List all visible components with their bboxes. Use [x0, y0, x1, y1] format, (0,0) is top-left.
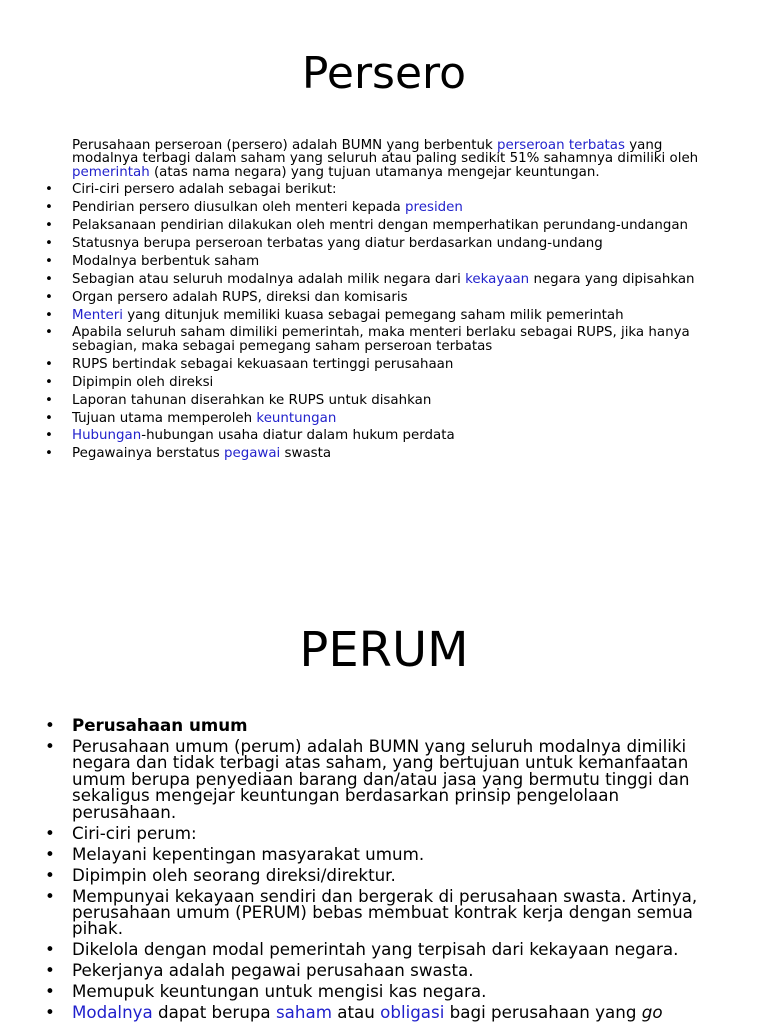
- item-text: Dipimpin oleh direksi: [72, 374, 214, 390]
- item-text: Pegawainya berstatus: [72, 446, 224, 462]
- item-link[interactable]: pegawai: [223, 446, 281, 462]
- link-pemerintah[interactable]: pemerintah: [72, 164, 150, 180]
- slide-title: PERUM: [299, 622, 469, 678]
- list-item: [44, 717, 724, 733]
- list-item: [44, 981, 724, 1002]
- slide-perum: [0, 576, 768, 1024]
- item-text: Statusnya berupa perseroan terbatas yang diatur berdasarkan undang-undang: [72, 235, 603, 251]
- item-text: Mempunyai kekayaan sendiri dan bergerak di perusahaan swasta. Artinya, perusahaan umum (PERUM) bebas membuat kontrak kerja dengan semua pihak.: [72, 885, 698, 939]
- list-item: [44, 843, 724, 864]
- item-text: dapat berupa: [152, 1002, 276, 1023]
- persero-list: [44, 183, 724, 461]
- list-item: [44, 864, 724, 885]
- bullet-icon: •: [45, 307, 53, 323]
- bullet-icon: •: [45, 325, 53, 341]
- item-text: Dipimpin oleh seorang direksi/direktur.: [72, 864, 396, 885]
- item-text: Melayani kepentingan masyarakat umum.: [72, 843, 425, 864]
- item-text: Laporan tahunan diserahkan ke RUPS untuk disahkan: [72, 392, 432, 408]
- item-text: Pelaksanaan pendirian dilakukan oleh mentri dengan memperhatikan perundang-undangan: [72, 218, 689, 234]
- list-item: [44, 822, 724, 843]
- item-text: swasta: [280, 446, 332, 462]
- item-text: Ciri-ciri perum:: [72, 822, 197, 843]
- item-link[interactable]: kekayaan: [465, 271, 530, 287]
- bullet-icon: •: [45, 822, 55, 843]
- bullet-icon: •: [45, 356, 53, 372]
- bullet-icon: •: [45, 182, 53, 198]
- intro-text: Perusahaan perseroan (persero) adalah BUMN yang berbentuk: [72, 138, 498, 153]
- item-text: Modalnya berbentuk saham: [72, 253, 260, 269]
- slide-title: Persero: [301, 48, 467, 99]
- list-item: [44, 885, 724, 939]
- item-link[interactable]: saham: [275, 1002, 332, 1023]
- list-item: [44, 183, 724, 196]
- list-item: [44, 201, 724, 214]
- bullet-icon: •: [45, 428, 53, 444]
- list-item: [44, 738, 724, 820]
- item-link[interactable]: Menteri: [72, 307, 123, 323]
- list-item: [44, 309, 724, 322]
- item-text: Pendirian persero diusulkan oleh menteri kepada: [72, 200, 406, 216]
- item-text: Ciri-ciri persero adalah sebagai berikut:: [72, 182, 337, 198]
- item-text: go: [641, 1002, 663, 1023]
- bullet-icon: •: [45, 939, 55, 960]
- bullet-icon: •: [45, 200, 53, 216]
- intro-text: (atas nama negara) yang tujuan utamanya mengejar keuntungan.: [149, 164, 600, 180]
- list-item: [44, 394, 724, 407]
- perum-list: [44, 717, 724, 1021]
- list-item: [44, 358, 724, 371]
- list-item: [44, 376, 724, 389]
- bullet-icon: •: [45, 715, 55, 735]
- item-text: Dikelola dengan modal pemerintah yang terpisah dari kekayaan negara.: [72, 939, 679, 960]
- list-item: [44, 1002, 724, 1023]
- bullet-icon: •: [45, 253, 53, 269]
- item-text: Tujuan utama memperoleh: [72, 410, 257, 426]
- item-link[interactable]: presiden: [405, 200, 463, 216]
- bullet-icon: •: [45, 885, 55, 906]
- list-item: [44, 960, 724, 981]
- item-text: Pekerjanya adalah pegawai perusahaan swasta.: [72, 960, 474, 981]
- list-item: [44, 326, 724, 353]
- item-link[interactable]: Hubungan: [72, 428, 142, 444]
- item-text: negara yang dipisahkan: [529, 271, 695, 287]
- item-text: yang ditunjuk memiliki kuasa sebagai pemegang saham milik pemerintah: [123, 307, 624, 323]
- item-text: Apabila seluruh saham dimiliki pemerintah, maka menteri berlaku sebagai RUPS, jika hanya sebagian, maka sebagai pemegang saham perseroan terbatas: [72, 325, 690, 354]
- list-item: [44, 429, 724, 442]
- item-link[interactable]: keuntungan: [256, 410, 337, 426]
- bullet-icon: •: [45, 218, 53, 234]
- intro-text: yang modalnya terbagi dalam saham yang seluruh atau paling sedikit 51% sahamnya dimiliki oleh: [72, 138, 699, 167]
- bullet-icon: •: [45, 392, 53, 408]
- list-item: [44, 447, 724, 460]
- bullet-icon: •: [45, 1002, 55, 1023]
- item-link[interactable]: obligasi: [380, 1002, 445, 1023]
- bullet-icon: •: [45, 736, 55, 756]
- list-item: [44, 219, 724, 232]
- intro-paragraph: [44, 139, 724, 179]
- item-text: Sebagian atau seluruh modalnya adalah milik negara dari: [72, 271, 466, 287]
- item-text: atau: [331, 1002, 381, 1023]
- bullet-icon: •: [45, 410, 53, 426]
- list-item: [44, 255, 724, 268]
- bullet-icon: •: [45, 271, 53, 287]
- list-item: [44, 237, 724, 250]
- item-text: -hubungan usaha diatur dalam hukum perdata: [141, 428, 455, 444]
- item-text: Perusahaan umum (perum) adalah BUMN yang seluruh modalnya dimiliki negara dan tidak terbagi atas saham, yang bertujuan untuk kemanfaatan umum berupa penyediaan barang dan/atau jasa yang bermutu tinggi dan sekaligus mengejar keuntungan berdasarkan prinsip pengelolaan perusahaan.: [72, 736, 690, 822]
- bullet-icon: •: [45, 289, 53, 305]
- item-text: bagi perusahaan yang: [444, 1002, 642, 1023]
- list-item: [44, 939, 724, 960]
- bullet-icon: •: [45, 843, 55, 864]
- item-heading: Perusahaan umum: [72, 715, 248, 735]
- bullet-icon: •: [45, 960, 55, 981]
- slide-body: [44, 139, 724, 465]
- item-link[interactable]: Modalnya: [72, 1002, 153, 1023]
- list-item: [44, 412, 724, 425]
- list-item: [44, 291, 724, 304]
- bullet-icon: •: [45, 864, 55, 885]
- item-text: RUPS bertindak sebagai kekuasaan tertinggi perusahaan: [72, 356, 454, 372]
- item-text: Memupuk keuntungan untuk mengisi kas negara.: [72, 981, 487, 1002]
- list-item: [44, 273, 724, 286]
- slide-body: [44, 717, 724, 1025]
- bullet-icon: •: [45, 374, 53, 390]
- link-perseroan-terbatas[interactable]: perseroan terbatas: [497, 138, 625, 153]
- item-text: Organ persero adalah RUPS, direksi dan komisaris: [72, 289, 408, 305]
- bullet-icon: •: [45, 235, 53, 251]
- bullet-icon: •: [45, 446, 53, 462]
- bullet-icon: •: [45, 981, 55, 1002]
